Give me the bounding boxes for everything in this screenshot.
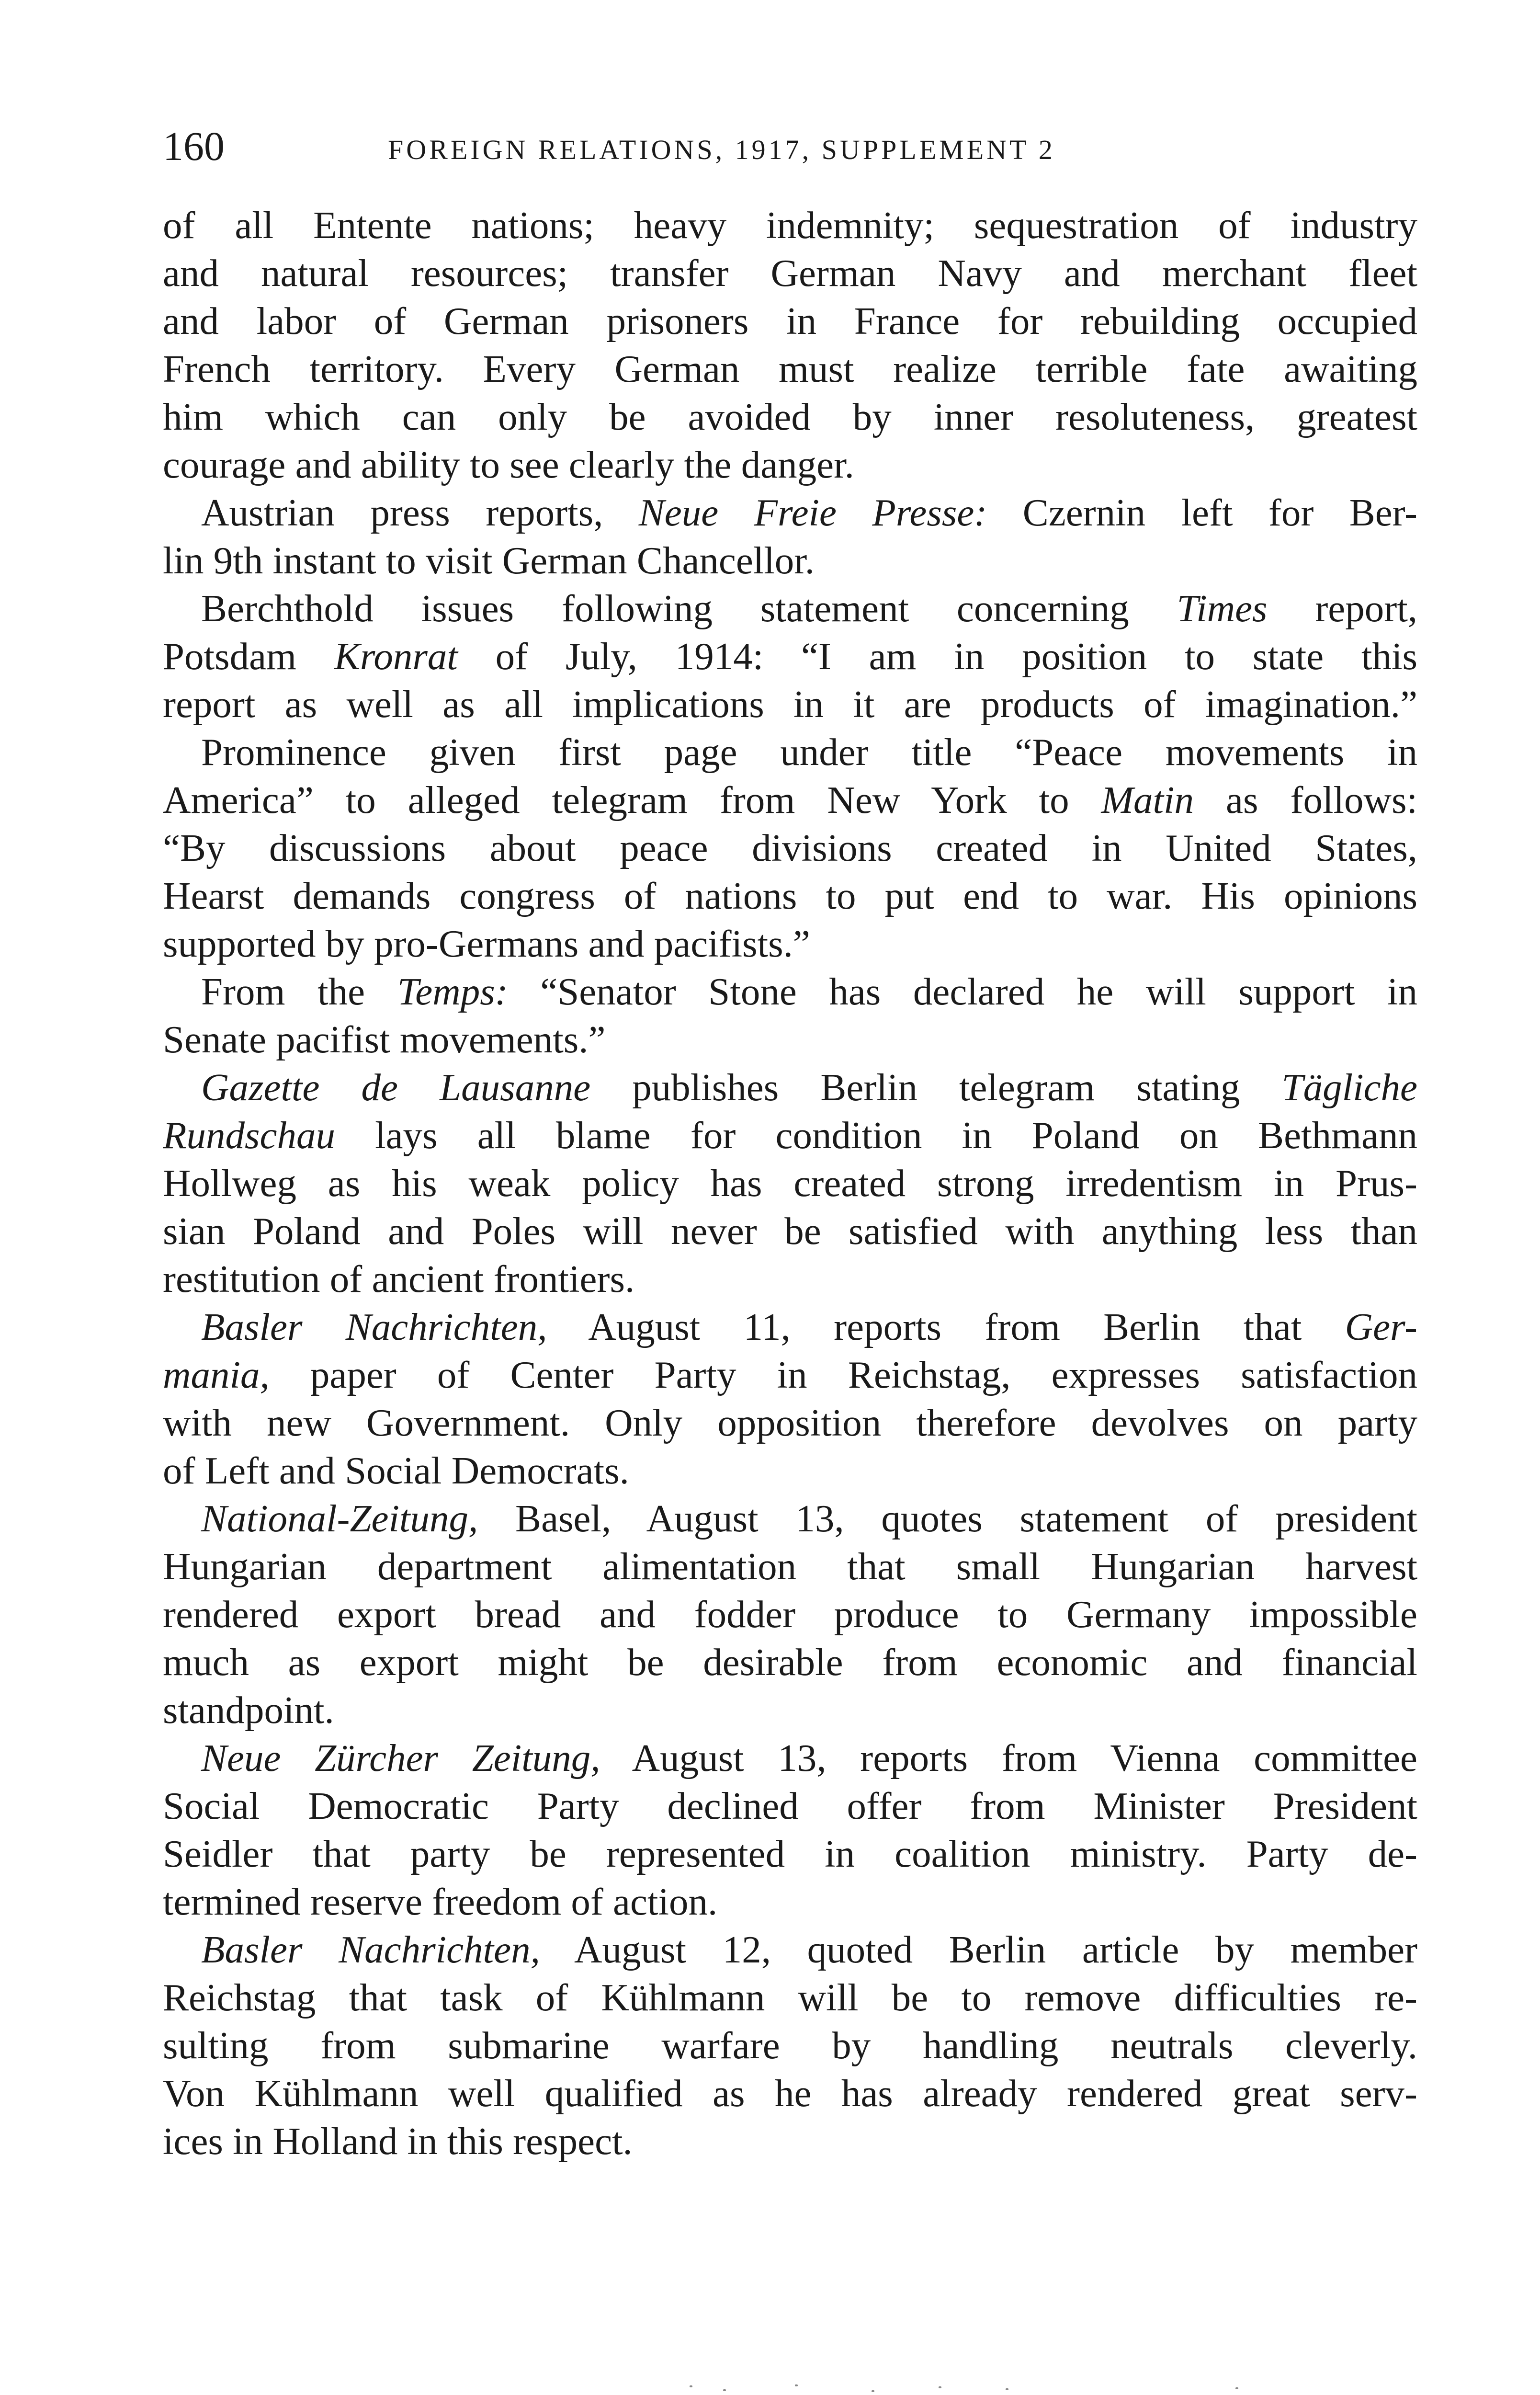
text-run: lin 9th instant to visit German Chancellor.: [163, 539, 815, 582]
italic-text: Tägliche: [1281, 1066, 1417, 1109]
text-run: Hungarian department alimentation that small Hungarian harvest: [163, 1545, 1417, 1588]
text-run: termined reserve freedom of action.: [163, 1880, 718, 1923]
text-line: [163, 345, 1417, 393]
italic-text: Temps:: [397, 970, 508, 1013]
text-run: French territory. Every German must realize terrible fate awaiting: [163, 347, 1417, 390]
text-line: [163, 728, 1417, 776]
text-run: America” to alleged telegram from New York to: [163, 778, 1101, 821]
scan-speck: [1235, 2387, 1238, 2389]
scan-speck: [723, 2389, 726, 2391]
text-run: courage and ability to see clearly the danger.: [163, 443, 854, 486]
text-run: Potsdam: [163, 635, 334, 678]
text-line: [163, 1494, 1417, 1542]
italic-text: Rundschau: [163, 1114, 335, 1157]
text-line: [163, 872, 1417, 920]
text-run: Czernin left for Ber-: [987, 491, 1417, 534]
scan-speck: [1006, 2388, 1008, 2390]
italic-text: Times: [1177, 587, 1268, 630]
italic-text: Basler Nachrichten,: [201, 1305, 547, 1348]
body-text: [163, 201, 1417, 2165]
text-line: [163, 920, 1417, 968]
text-run: supported by pro-Germans and pacifists.”: [163, 922, 810, 965]
text-line: [163, 1782, 1417, 1830]
text-run: of all Entente nations; heavy indemnity; sequestration of industry: [163, 204, 1417, 247]
text-run: sulting from submarine warfare by handling neutrals cleverly.: [163, 2024, 1417, 2067]
text-line: [163, 1207, 1417, 1255]
text-line: [163, 1111, 1417, 1159]
text-line: [163, 1399, 1417, 1447]
text-run: much as export might be desirable from economic and financial: [163, 1641, 1417, 1684]
text-run: “Senator Stone has declared he will support in: [508, 970, 1417, 1013]
text-line: [163, 1063, 1417, 1111]
text-run: Basel, August 13, quotes statement of president: [478, 1497, 1417, 1540]
text-run: as follows:: [1194, 778, 1417, 821]
text-line: [163, 1734, 1417, 1782]
text-run: Senate pacifist movements.”: [163, 1018, 606, 1061]
text-run: From the: [201, 970, 397, 1013]
running-head: [163, 120, 1417, 172]
italic-text: mania,: [163, 1353, 270, 1396]
text-line: [163, 680, 1417, 728]
italic-text: Kronrat: [334, 635, 458, 678]
text-run: Von Kühlmann well qualified as he has already rendered great serv-: [163, 2072, 1417, 2115]
text-run: with new Government. Only opposition therefore devolves on party: [163, 1401, 1417, 1444]
text-line: [163, 1830, 1417, 1878]
text-line: [163, 1973, 1417, 2021]
text-line: [163, 584, 1417, 632]
text-line: [163, 1686, 1417, 1734]
scan-specks: [670, 2376, 1389, 2395]
text-line: [163, 1255, 1417, 1303]
text-run: rendered export bread and fodder produce to Germany impossible: [163, 1593, 1417, 1636]
text-run: Social Democratic Party declined offer from Minister President: [163, 1784, 1417, 1827]
text-run: sian Poland and Poles will never be satisfied with anything less than: [163, 1209, 1417, 1253]
text-run: him which can only be avoided by inner resoluteness, greatest: [163, 395, 1417, 438]
text-line: [163, 1638, 1417, 1686]
text-run: paper of Center Party in Reichstag, expresses satisfaction: [269, 1353, 1417, 1396]
text-line: [163, 441, 1417, 489]
text-run: and labor of German prisoners in France for rebuilding occupied: [163, 299, 1417, 342]
running-head-title: FOREIGN RELATIONS, 1917, SUPPLEMENT 2: [388, 134, 1055, 165]
text-run: August 12, quoted Berlin article by member: [540, 1928, 1417, 1971]
text-line: [163, 536, 1417, 584]
text-run: Austrian press reports,: [201, 491, 639, 534]
text-line: [163, 1542, 1417, 1590]
text-line: [163, 1351, 1417, 1399]
italic-text: Neue Freie Presse:: [638, 491, 987, 534]
text-run: Reichstag that task of Kühlmann will be to remove difficulties re-: [163, 1976, 1417, 2019]
text-line: [163, 1447, 1417, 1494]
text-run: August 11, reports from Berlin that: [547, 1305, 1345, 1348]
scan-speck: [795, 2384, 798, 2386]
text-run: report as well as all implications in it are products of imagination.”: [163, 683, 1417, 726]
text-line: [163, 776, 1417, 824]
text-run: Seidler that party be represented in coalition ministry. Party de-: [163, 1832, 1417, 1875]
text-line: [163, 2117, 1417, 2165]
text-line: [163, 2069, 1417, 2117]
text-line: [163, 824, 1417, 872]
text-line: [163, 1590, 1417, 1638]
italic-text: Ger-: [1345, 1305, 1417, 1348]
text-run: report,: [1267, 587, 1417, 630]
text-line: [163, 1878, 1417, 1926]
italic-text: National-Zeitung,: [201, 1497, 478, 1540]
scan-speck: [872, 2390, 874, 2392]
text-line: [163, 249, 1417, 297]
scan-speck: [939, 2386, 941, 2388]
text-line: [163, 489, 1417, 536]
text-run: August 13, reports from Vienna committee: [600, 1736, 1417, 1779]
text-run: of Left and Social Democrats.: [163, 1449, 629, 1492]
text-run: Hollweg as his weak policy has created strong irredentism in Prus-: [163, 1162, 1417, 1205]
text-run: restitution of ancient frontiers.: [163, 1257, 635, 1300]
text-run: ices in Holland in this respect.: [163, 2120, 633, 2163]
text-line: [163, 632, 1417, 680]
scan-speck: [690, 2385, 692, 2387]
text-line: [163, 1926, 1417, 1973]
text-run: and natural resources; transfer German Navy and merchant fleet: [163, 251, 1417, 295]
text-run: lays all blame for condition in Poland on Bethmann: [335, 1114, 1417, 1157]
text-run: “By discussions about peace divisions created in United States,: [163, 826, 1417, 869]
text-run: of July, 1914: “I am in position to state this: [457, 635, 1417, 678]
text-line: [163, 2021, 1417, 2069]
text-run: Hearst demands congress of nations to put end to war. His opinions: [163, 874, 1417, 917]
text-run: standpoint.: [163, 1688, 334, 1732]
italic-text: Neue Zürcher Zeitung,: [201, 1736, 600, 1779]
italic-text: Basler Nachrichten,: [201, 1928, 540, 1971]
text-line: [163, 201, 1417, 249]
text-line: [163, 1159, 1417, 1207]
page-number: 160: [163, 123, 225, 169]
italic-text: Gazette de Lausanne: [201, 1066, 591, 1109]
text-run: Prominence given first page under title “Peace movements in: [201, 730, 1417, 774]
text-run: Berchthold issues following statement concerning: [201, 587, 1177, 630]
text-line: [163, 393, 1417, 441]
italic-text: Matin: [1101, 778, 1194, 821]
text-line: [163, 297, 1417, 345]
text-line: [163, 1015, 1417, 1063]
text-line: [163, 968, 1417, 1015]
text-line: [163, 1303, 1417, 1351]
text-run: publishes Berlin telegram stating: [590, 1066, 1282, 1109]
